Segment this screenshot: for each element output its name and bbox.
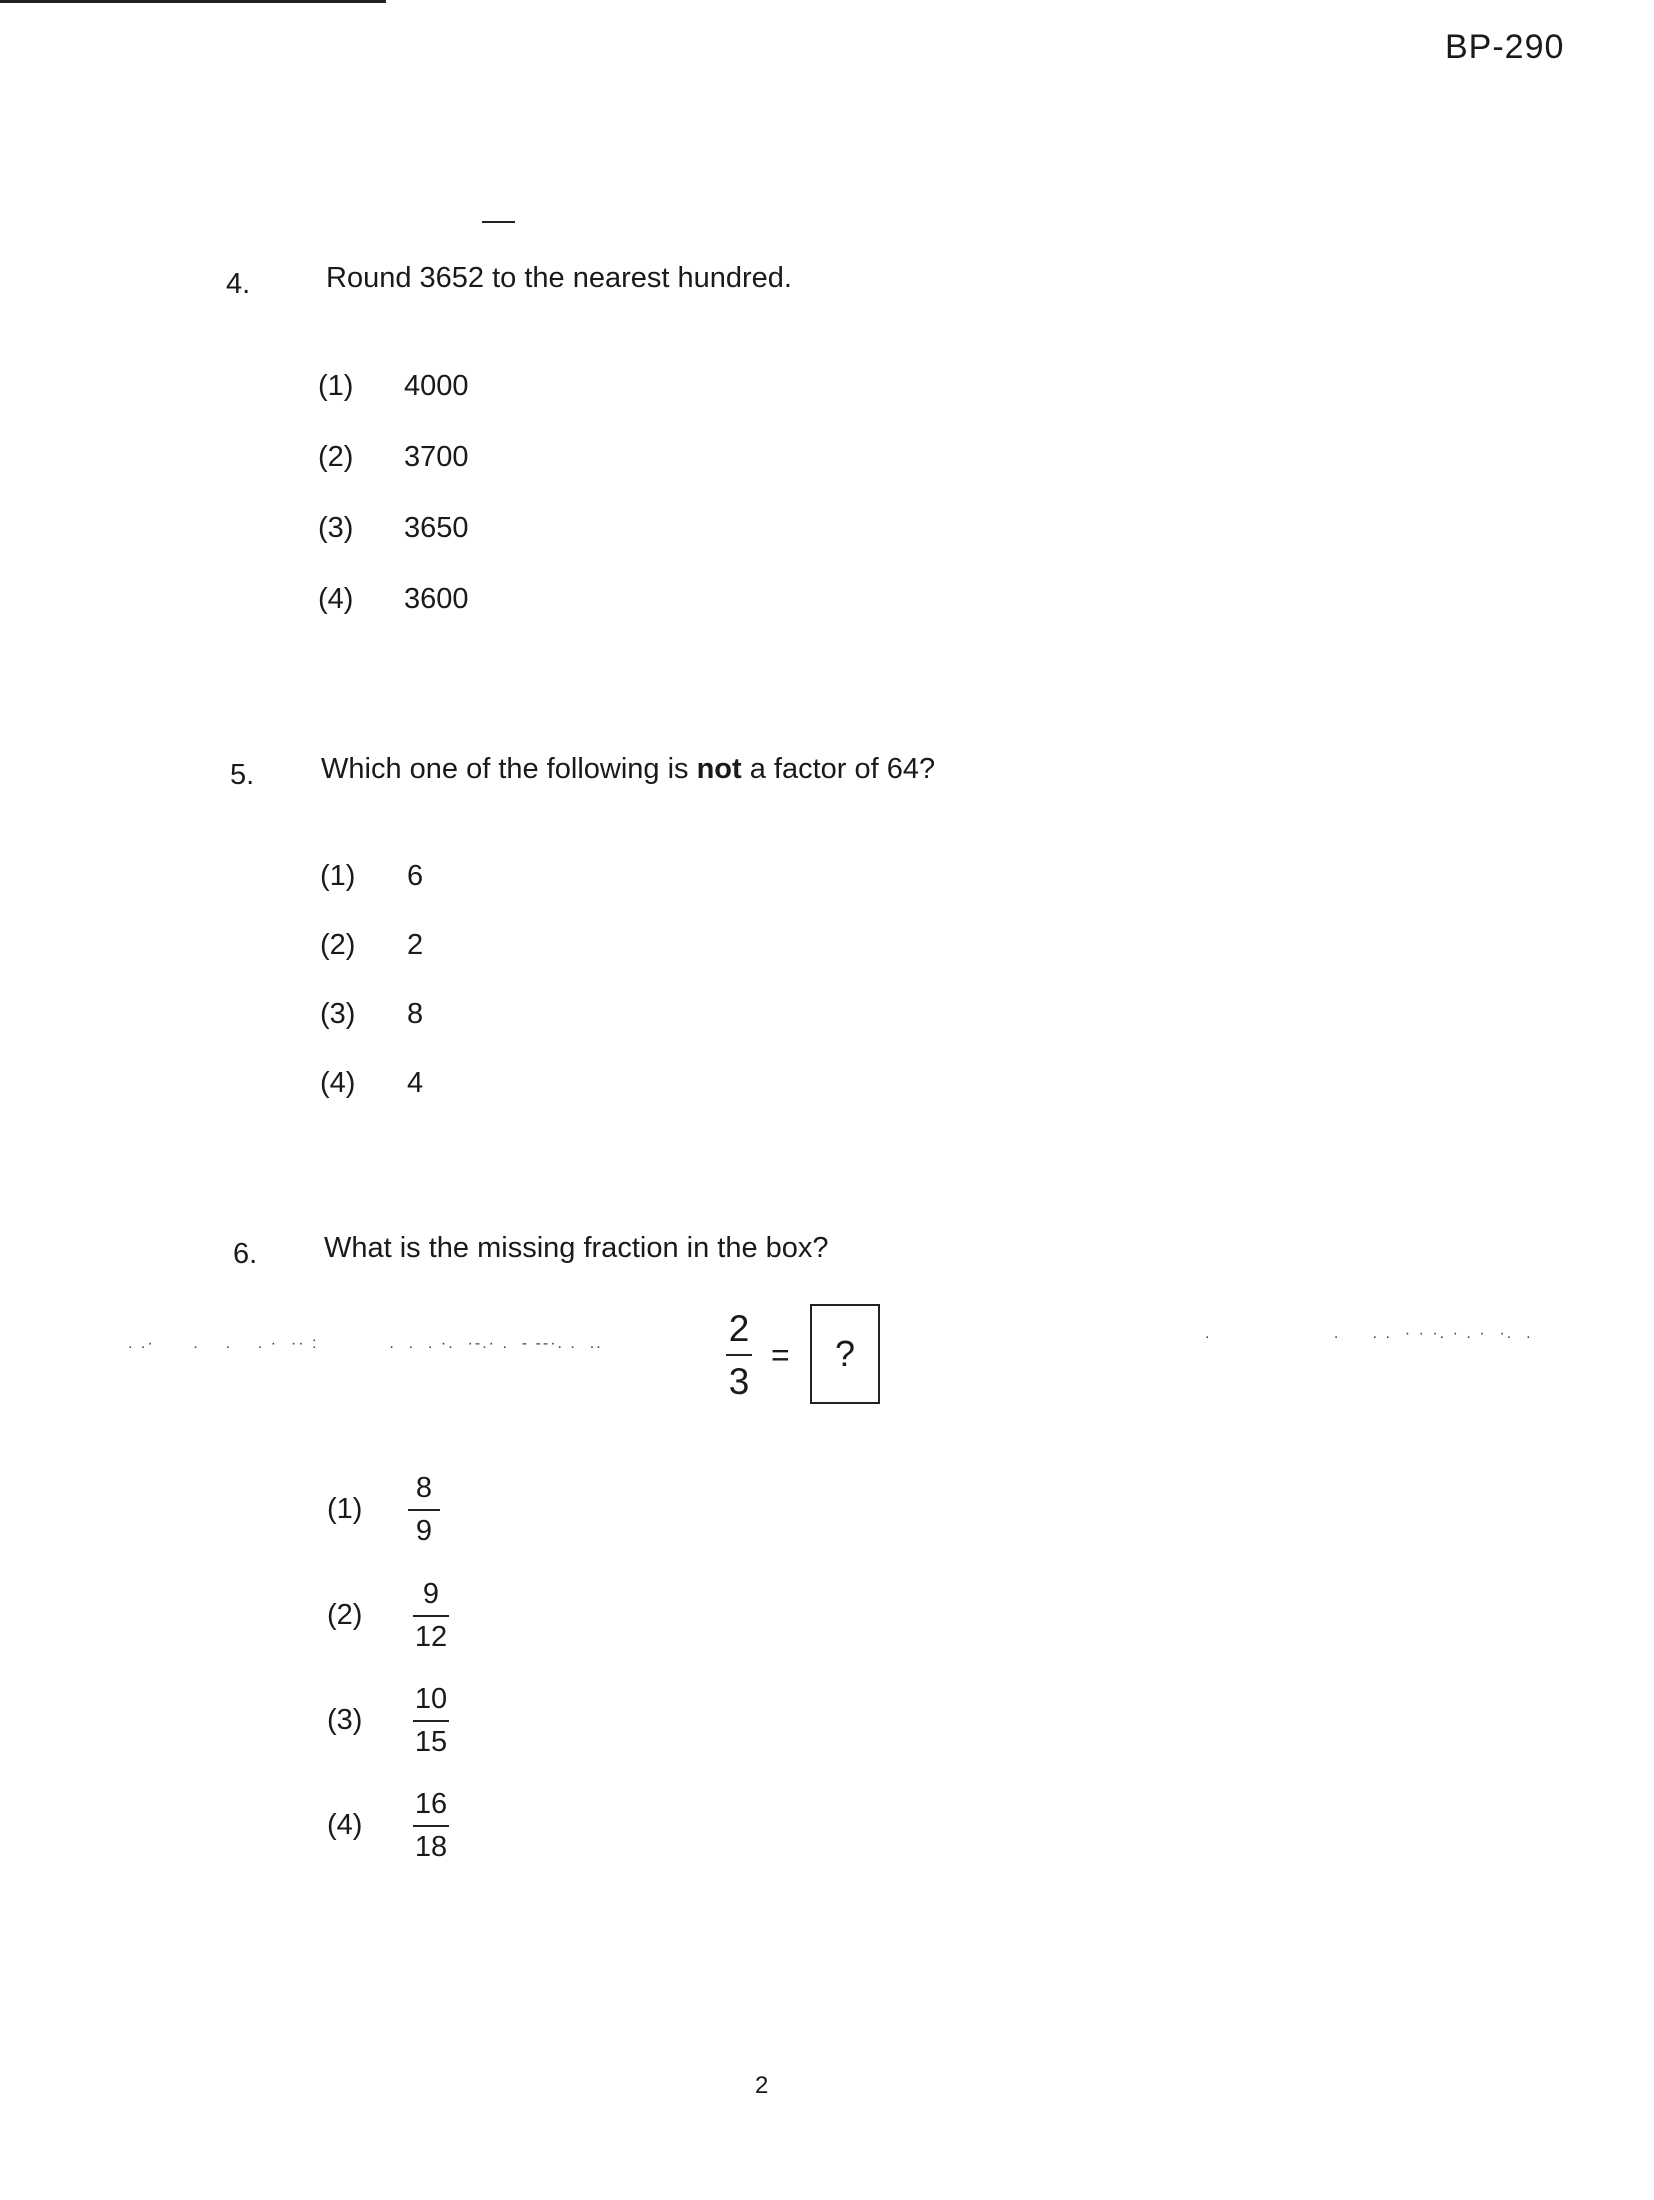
option-label: (4) (320, 1067, 356, 1099)
option-value: 3650 (404, 512, 469, 544)
fraction-bar (413, 1825, 449, 1827)
question-number: 5. (230, 759, 255, 791)
option-value: 8 (407, 998, 424, 1030)
option-label: (1) (327, 1493, 363, 1525)
numerator: 8 (415, 1472, 433, 1504)
denominator: 12 (414, 1621, 448, 1653)
option-label: (3) (320, 998, 356, 1030)
equation-fraction (726, 1310, 752, 1400)
fraction-bar (726, 1354, 752, 1356)
test-code: BP-290 (1445, 28, 1565, 66)
denominator: 15 (414, 1726, 448, 1758)
numerator: 10 (414, 1683, 448, 1715)
option-value: 6 (407, 860, 424, 892)
option-label: (3) (318, 512, 354, 544)
option-value: 4 (407, 1067, 424, 1099)
question-number: 6. (233, 1238, 258, 1270)
question-text: Which one of the following is not a factor of 64? (321, 753, 936, 785)
denominator: 9 (415, 1515, 433, 1547)
option-label: (2) (320, 929, 356, 961)
scan-noise: . . . . · · ·. · . · ·. . (1205, 1325, 1533, 1342)
scan-mark (482, 221, 515, 223)
numerator: 16 (414, 1788, 448, 1820)
option-label: (2) (318, 441, 354, 473)
fraction-bar (408, 1509, 440, 1511)
question-number: 4. (226, 268, 251, 300)
equals-sign: = (771, 1337, 790, 1373)
option-value: 4000 (404, 370, 469, 402)
option-fraction (413, 1580, 449, 1652)
option-label: (4) (318, 583, 354, 615)
top-rule (0, 0, 386, 3)
question-text: What is the missing fraction in the box? (324, 1232, 829, 1264)
option-label: (1) (318, 370, 354, 402)
option-label: (2) (327, 1599, 363, 1631)
fraction-bar (413, 1720, 449, 1722)
question-mark: ? (834, 1333, 856, 1374)
answer-box (810, 1304, 880, 1404)
denominator: 3 (728, 1361, 750, 1402)
page-number: 2 (755, 2072, 769, 2099)
option-label: (3) (327, 1704, 363, 1736)
denominator: 18 (414, 1831, 448, 1863)
fraction-bar (413, 1615, 449, 1617)
option-fraction (413, 1685, 449, 1757)
numerator: 9 (422, 1578, 440, 1610)
option-label: (1) (320, 860, 356, 892)
option-value: 3600 (404, 583, 469, 615)
option-label: (4) (327, 1809, 363, 1841)
option-fraction (413, 1790, 449, 1862)
numerator: 2 (728, 1308, 750, 1349)
option-value: 2 (407, 929, 424, 961)
question-text: Round 3652 to the nearest hundred. (326, 262, 792, 294)
option-fraction (408, 1474, 440, 1546)
option-value: 3700 (404, 441, 469, 473)
emphasis-not: not (696, 753, 742, 785)
scan-noise: . .· . . . · ·· : . . . ·. ·-.· . - --·. . .. (128, 1335, 603, 1352)
